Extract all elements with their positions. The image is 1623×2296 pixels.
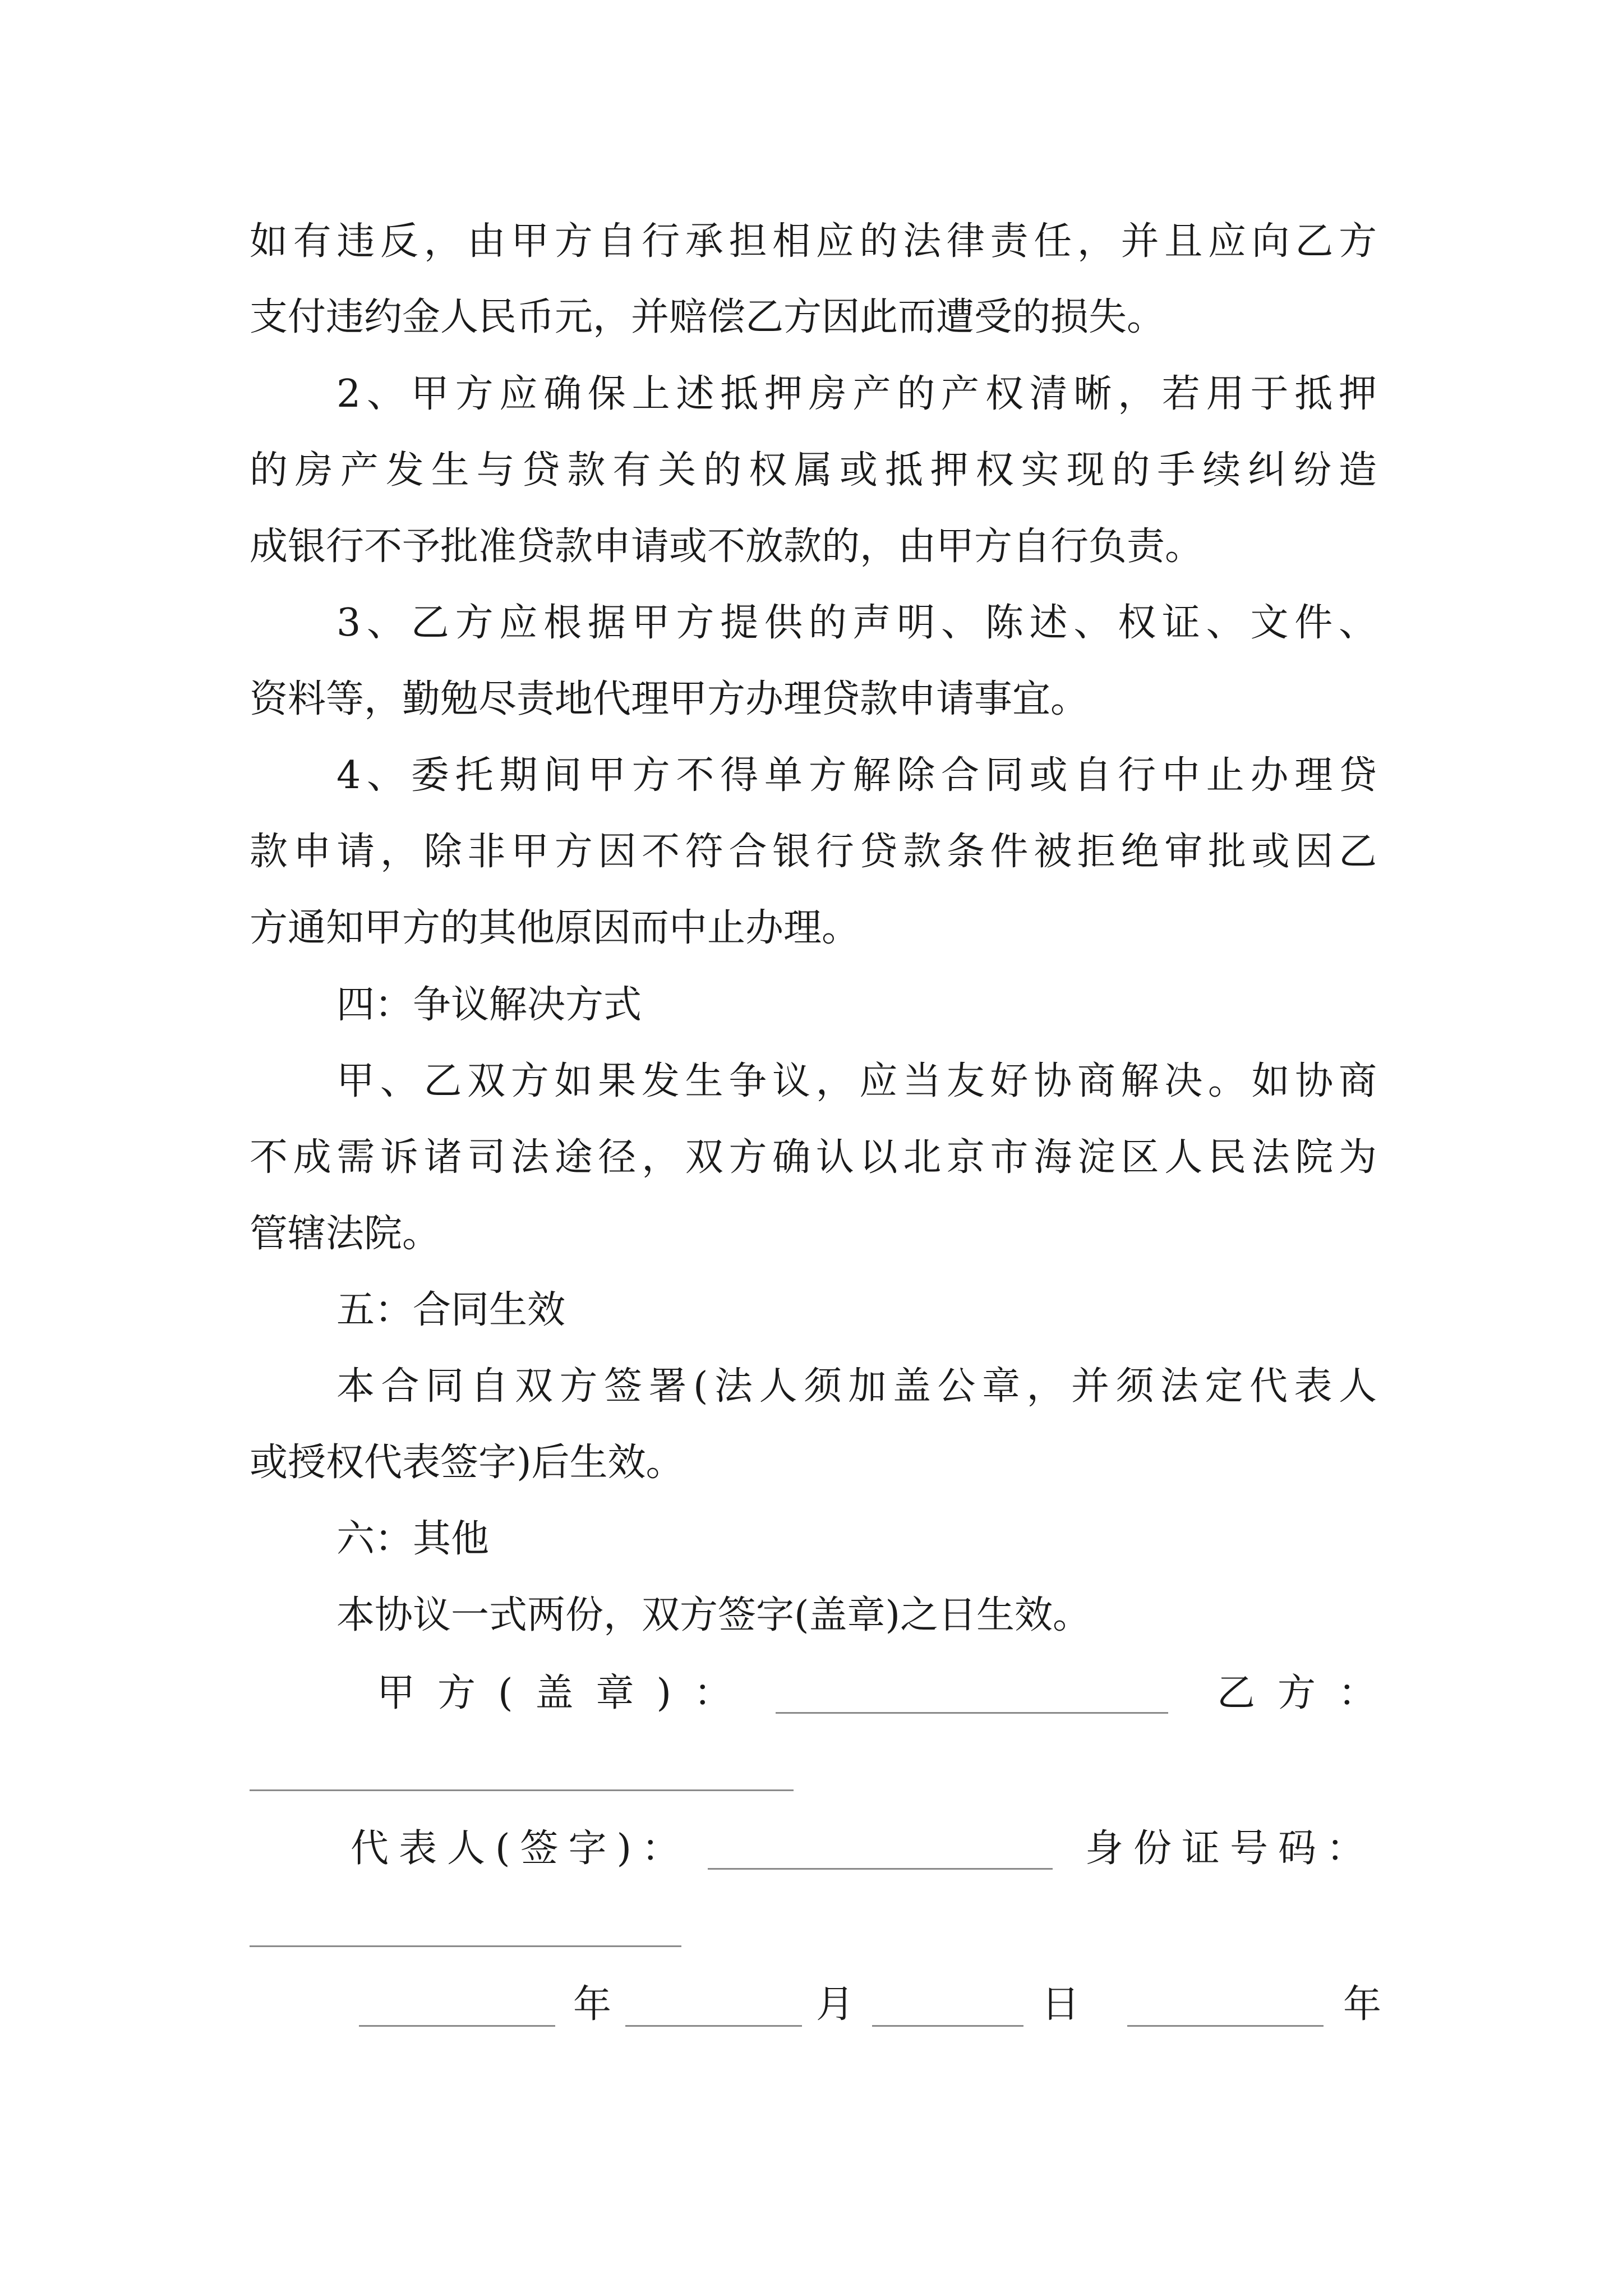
party-b-signature-line[interactable]: [250, 1789, 794, 1791]
paragraph-line: 甲、乙双方如果发生争议，应当友好协商解决。如协商: [336, 1059, 1377, 1103]
paragraph-line: 款申请，除非甲方因不符合银行贷款条件被拒绝审批或因乙: [250, 830, 1377, 874]
section-heading: 四：争议解决方式: [336, 983, 642, 1027]
paragraph-line: 如有违反，由甲方自行承担相应的法律责任，并且应向乙方: [250, 219, 1377, 264]
year-1-label: 年: [573, 1982, 612, 2027]
paragraph-line: 本协议一式两份，双方签字(盖章)之日生效。: [336, 1593, 1091, 1637]
representative-label: 代表人(签字)：: [351, 1826, 690, 1871]
paragraph-line: 管辖法院。: [250, 1212, 441, 1256]
paragraph-line: 资料等，勤勉尽责地代理甲方办理贷款申请事宜。: [250, 677, 1089, 721]
representative-signature-line[interactable]: [708, 1868, 1053, 1870]
paragraph-line: 方通知甲方的其他原因而中止办理。: [250, 906, 860, 950]
paragraph-line: 本合同自双方签署(法人须加盖公章，并须法定代表人: [336, 1364, 1377, 1409]
id-number-label: 身份证号码：: [1085, 1826, 1375, 1871]
paragraph-line: 不成需诉诸司法途径，双方确认以北京市海淀区人民法院为: [250, 1135, 1377, 1180]
section-heading: 六：其他: [336, 1517, 490, 1561]
paragraph-line: 成银行不予批准贷款申请或不放款的，由甲方自行负责。: [250, 524, 1204, 569]
year-1-line[interactable]: [359, 2025, 555, 2027]
party-a-seal-label: 甲方(盖章)：: [377, 1671, 755, 1715]
paragraph-line: 的房产发生与贷款有关的权属或抵押权实现的手续纠纷造: [250, 448, 1377, 493]
day-line[interactable]: [872, 2025, 1023, 2027]
id-number-line[interactable]: [250, 1945, 681, 1947]
day-label: 日: [1041, 1982, 1080, 2027]
year-2-line[interactable]: [1127, 2025, 1324, 2027]
party-a-signature-line[interactable]: [776, 1712, 1168, 1714]
paragraph-line: 2、甲方应确保上述抵押房产的产权清晰，若用于抵押: [336, 372, 1377, 416]
section-heading: 五：合同生效: [336, 1288, 566, 1332]
paragraph-line: 或授权代表签字)后生效。: [250, 1441, 684, 1485]
party-b-label: 乙方：: [1217, 1671, 1399, 1715]
year-2-label: 年: [1343, 1982, 1382, 2027]
paragraph-line: 4、委托期间甲方不得单方解除合同或自行中止办理贷: [336, 753, 1377, 798]
month-label: 月: [816, 1982, 855, 2027]
paragraph-line: 支付违约金人民币元，并赔偿乙方因此而遭受的损失。: [250, 295, 1165, 339]
paragraph-line: 3、乙方应根据甲方提供的声明、陈述、权证、文件、: [336, 601, 1377, 645]
month-line[interactable]: [625, 2025, 802, 2027]
